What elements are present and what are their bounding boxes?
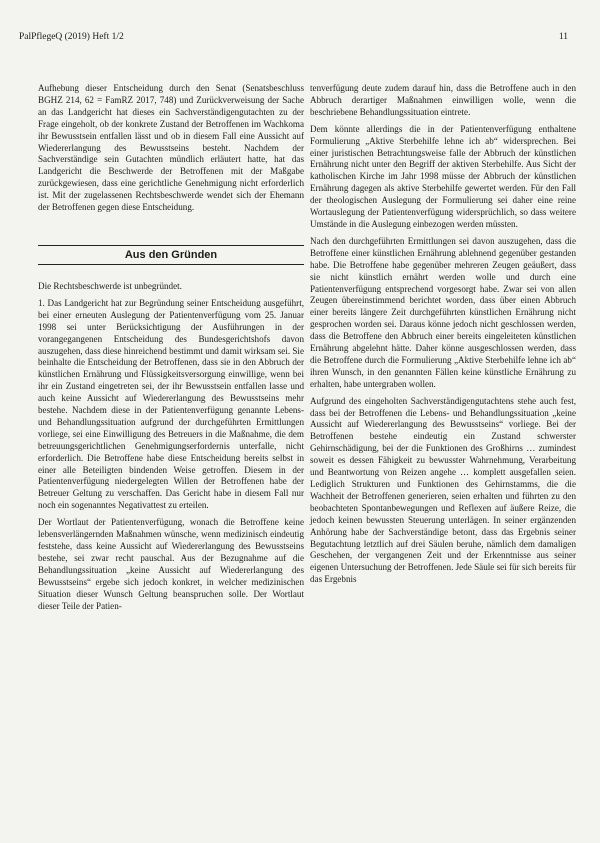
paragraph: tenverfügung deute zudem darauf hin, dass die Betroffene auch in den Abbruch derartiger Maßnahmen einwilligen wolle, wenn die beschriebene Behandlungssituation eintrete. [310,83,576,117]
left-column [38,83,304,617]
right-column [310,83,576,591]
paragraph: 1. Das Landgericht hat zur Begründung seiner Entscheidung ausgeführt, bei einer erneuten Auslegung der Patientenverfügung vom 25. Januar 1998 sei unter Berücksichtigung der Ausführungen in der vorangegangenen Entscheidung des Bundesgerichtshofs davon auszugehen, dass diese hinreichend bestimmt und damit wirksam sei. Sie beinhalte die Entscheidung der Betroffenen, dass sie in den Abbruch der künstlichen Ernährung und Flüssigkeitsversorgung einwillige, wenn bei ihr ein Zustand eingetreten sei, der ihr Bewusstsein entfallen lasse und auch keine Aussicht auf Wiedererlangung des Bewusstseins mehr bestehe. Nachdem diese in der Patientenverfügung genannte Lebens- und Behandlungssituation aufgrund der durchgeführten Ermittlungen vorliege, sei eine Einwilligung des Betreuers in die Maßnahme, die dem betreuungsgerichtlichen Genehmigungserfordernis unterfalle, nicht erforderlich. Die Betroffene habe diese Entscheidung bereits selbst in einer alle Beteiligten bindenden Weise getroffen. Diesem in der Patientenverfügung niedergelegten Willen der Betroffenen habe der Betreuer Geltung zu verschaffen. Das Gericht habe in diesem Fall nur noch ein sogenanntes Negativattest zu erteilen. [38,297,304,511]
section-title: Aus den Gründen [38,245,304,265]
paragraph: Die Rechtsbeschwerde ist unbegründet. [38,280,182,291]
page-number: 11 [558,32,568,42]
paragraph: Dem könnte allerdings die in der Patientenverfügung enthaltene Formulierung „Aktive Sterbehilfe lehne ich ab“ widersprechen. Bei einer juristischen Betrachtungsweise falle der Abbruch der künstlichen Ernährung nicht unter den Begriff der aktiven Sterbehilfe. Aus Sicht der katholischen Kirche im Jahr 1998 müsse der Abbruch der künstlichen Ernährung dagegen als aktive Sterbehilfe gewertet werden. Für den Fall der theologischen Auslegung der Formulierung sei daher eine reine Wortauslegung der Patientenverfügung widersprüchlich, so dass weitere Umstände in die Auslegung einbezogen werden müssten. [310,123,576,229]
journal-issue: PalPflegeQ (2019) Heft 1/2 [19,32,124,42]
paragraph: Nach den durchgeführten Ermittlungen sei davon auszugehen, dass die Betroffene einer künstlichen Ernährung ablehnend gegenüber gestanden habe. Die Betroffene habe gegenüber mehreren Zeugen geäußert, dass sie nicht künstlich ernährt werden wolle und durch eine Patientenverfügung entsprechend vorgesorgt habe. Zwar sei von allen Zeugen übereinstimmend berichtet worden, dass über einen Abbruch einer bereits längere Zeit durchgeführten künstlichen Ernährung nicht gesprochen worden sei. Daraus könne jedoch nicht geschlossen werden, dass die Betroffene den Abbruch einer bereits eingeleiteten künstlichen Ernährung abgelehnt hätte. Daher könne ausgeschlossen werden, dass die Betroffene durch die Formulierung „Aktive Sterbehilfe lehne ich ab“ ihren Wunsch, in den genannten Fällen keine künstliche Ernährung zu erhalten, habe untergraben wollen. [310,235,576,389]
section-heading-wrap [38,219,304,281]
paragraph: Aufgrund des eingeholten Sachverständigengutachtens stehe auch fest, dass bei der Betroffenen die Lebens- und Behandlungssituation „keine Aussicht auf Wiedererlangung des Bewusstseins“ vorliege. Bei der Betroffenen bestehe eindeutig ein Zustand schwerster Gehirnschädigung, bei der die Funktionen des Großhirns … zumindest soweit es dessen Fähigkeit zu bewusster Wahrnehmung, Verarbeitung und Beantwortung von Reizen angehe … komplett ausgefallen seien. Lediglich Strukturen und Funktionen des Gehirnstamms, die die Wachheit der Betroffenen generieren, seien erhalten und führten zu den beobachteten Spontanbewegungen und Reflexen auf äußere Reize, die jedoch keinen bewussten Steuerung unterlägen. In seiner ergänzenden Anhörung habe der Sachverständige betont, dass das Ergebnis seiner Begutachtung letztlich auf drei Säulen beruhe, nämlich dem damaligen Geschehen, der vergangenen Zeit und der Erkenntnisse aus seiner eigenen Untersuchung der Betroffenen. Jede Säule sei für sich bereits für das Ergebnis [310,395,576,585]
paragraph: Der Wortlaut der Patientenverfügung, wonach die Betroffene keine lebensverlängernden Maßnahmen wünsche, wenn medizinisch eindeutig feststehe, dass keine Aussicht auf Wiedererlangung des Bewusstseins bestehe, sei zwar recht pauschal. Aus der Bezugnahme auf die Behandlungssituation „keine Aussicht auf Wiedererlangung des Bewusstseins“ ergebe sich jedoch konkret, in welcher medizinischen Situation dieser Wunsch Geltung beanspruchen solle. Der Wortlaut dieser Teile der Patien- [38,517,304,611]
paragraph: Aufhebung dieser Entscheidung durch den Senat (Senatsbeschluss BGHZ 214, 62 = FamRZ 2017, 748) und Zurückverweisung der Sache an das Landgericht hat dieses ein Sachverständigengutachten zu der Frage eingeholt, ob der konkrete Zustand der Betroffenen im Wachkoma ihr Bewusstsein entfallen lässt und ob in diesem Fall eine Aussicht auf Wiedererlangung des Bewusstseins besteht. Nachdem der Sachverständige sein Gutachten mündlich erläutert hatte, hat das Landgericht die Beschwerde der Betroffenen mit der Maßgabe zurückgewiesen, dass eine gerichtliche Genehmigung nicht erforderlich ist. Mit der zugelassenen Rechtsbeschwerde wendet sich der Ehemann der Betroffenen gegen diese Entscheidung. [38,83,304,213]
